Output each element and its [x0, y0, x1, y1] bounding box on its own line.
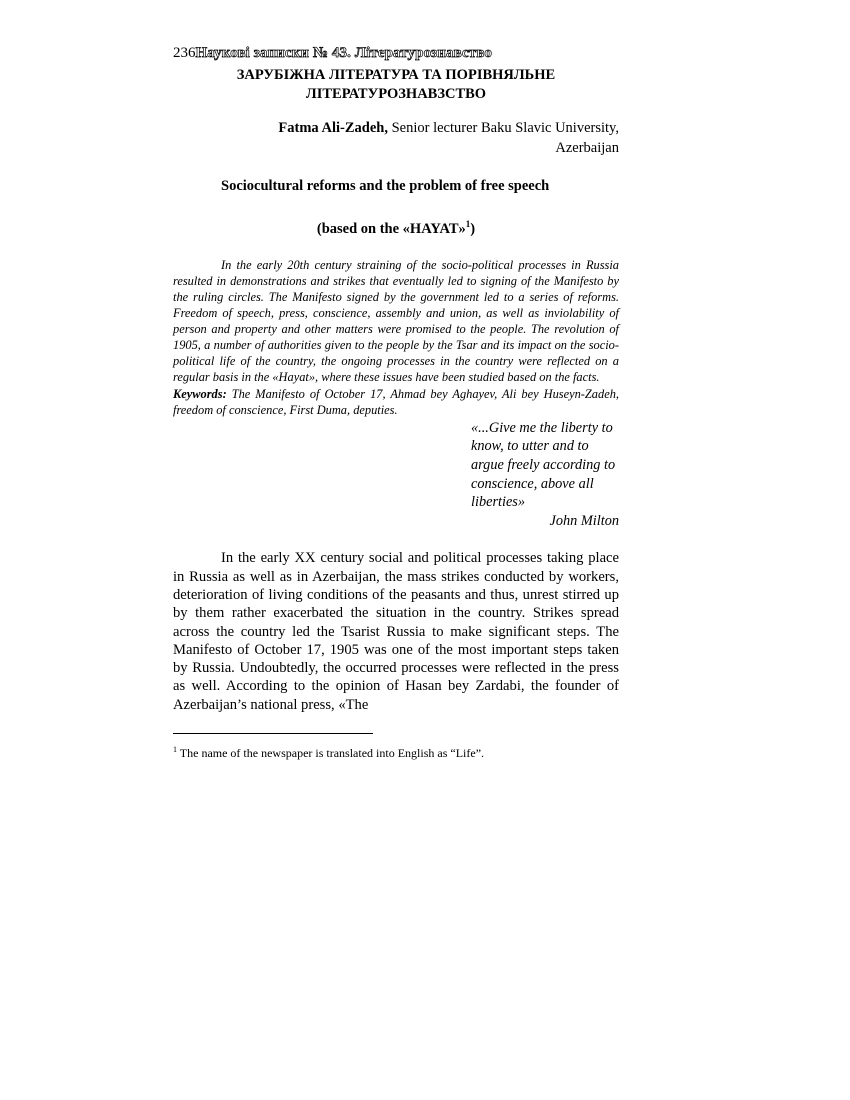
footnote-divider — [173, 733, 373, 734]
article-subtitle — [173, 214, 619, 239]
page — [173, 44, 619, 761]
section-title — [173, 66, 619, 104]
author-affiliation: Senior lecturer Baku Slavic University, Azerbaijan — [387, 120, 619, 156]
author-block — [173, 118, 619, 158]
author-name: Fatma Ali-Zadeh, — [278, 120, 388, 136]
footnote — [173, 742, 619, 761]
abstract: In the early 20th century straining of the socio-political processes in Russia resulted in demonstrations and strikes that eventually led to signing of the Manifesto by the ruling circles. The Manifesto signed by the government led to a series of reforms. Freedom of speech, press, conscience, assembly and union, as well as inviolability of person and property and other matters were promised to the people. The revolution of 1905, a number of authorities given to the people by the Tsar and its impact on the socio-political life of the country, the ongoing processes in the country were reflected on a regular basis in the «Hayat», where these issues have been studied based on the facts. — [173, 257, 619, 385]
footnote-reference[interactable]: 1 — [465, 219, 471, 229]
article-subtitle-text: (based on the «HAYAT» — [316, 220, 466, 237]
running-head — [173, 44, 619, 62]
section-title-line-1: ЗАРУБІЖНА ЛІТЕРАТУРА ТА ПОРІВНЯЛЬНЕ — [236, 67, 556, 83]
section-title-line-2: ЛІТЕРАТУРОЗНАВЗСТВО — [305, 86, 487, 102]
keywords-text: The Manifesto of October 17, Ahmad bey Aghayev, Ali bey Huseyn-Zadeh, freedom of conscience, First Duma, deputies. — [173, 386, 619, 417]
epigraph-attribution: John Milton — [549, 512, 619, 529]
page-number: 236 — [173, 45, 196, 61]
footnote-mark: 1 — [173, 745, 177, 754]
body-paragraph: In the early XX century social and political processes taking place in Russia as well as in Azerbaijan, the mass strikes conducted by workers, deterioration of living conditions of the peasants and thus, unrest stirred up by them rather exacerbated the situation in the country. Strikes spread across the country led the Tsarist Russia to make significant steps. The Manifesto of October 17, 1905 was one of the most important steps taken by Russia. Undoubtedly, the occurred processes were reflected in the press as well. According to the opinion of Hasan bey Zardabi, the founder of Azerbaijan’s national press, «The — [173, 550, 619, 713]
article-subtitle-close: ) — [470, 220, 476, 237]
epigraph — [468, 419, 619, 531]
article-title: Sociocultural reforms and the problem of free speech — [221, 178, 550, 194]
keywords-label: Keywords: — [173, 386, 227, 401]
footnote-text: The name of the newspaper is translated into English as “Life”. — [177, 746, 485, 760]
epigraph-quote: «...Give me the liberty to know, to utter and to argue freely according to conscience, above all liberties» — [471, 419, 616, 511]
keywords — [173, 386, 619, 418]
journal-title: Наукові записки № 43. Літературознавство — [195, 45, 492, 61]
